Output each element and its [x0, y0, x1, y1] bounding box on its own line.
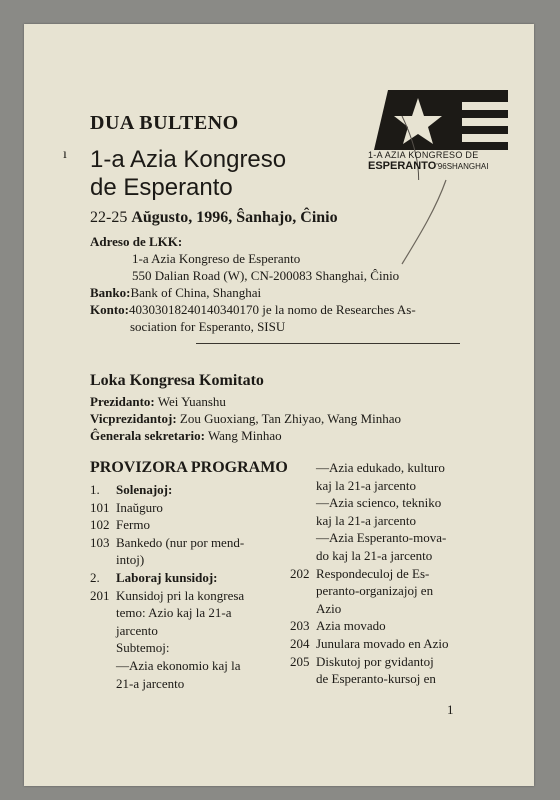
- logo-caption-line1: 1-A AZIA KONGRESO DE: [368, 150, 479, 160]
- congress-title-line2: de Esperanto: [90, 174, 233, 201]
- program-item-number: 2.: [90, 569, 100, 585]
- program-title: PROVIZORA PROGRAMO: [90, 459, 288, 476]
- program-item-text: de Esperanto-kursoj en: [316, 671, 436, 687]
- program-item-text: Junulara movado en Azio: [316, 635, 449, 651]
- program-item: [290, 547, 474, 565]
- program-item: [90, 499, 286, 517]
- program-item-text: Azio: [316, 600, 342, 616]
- program-item: [290, 635, 474, 653]
- program-item-number: [290, 600, 316, 618]
- vice-president-label: Vicprezidantoj:: [90, 411, 177, 426]
- account-value: 40303018240140340170 je la nomo de Researches As-: [129, 302, 416, 317]
- program-item: [290, 600, 474, 618]
- program-item: [290, 670, 474, 688]
- logo-caption-esperanto: ESPERANTO: [368, 160, 437, 172]
- program-item: [290, 529, 474, 547]
- program-item: [290, 477, 474, 495]
- margin-mark: ı: [63, 147, 67, 162]
- program-item: [290, 459, 474, 477]
- program-item-text: Bankedo (nur por mend-: [116, 534, 245, 550]
- program-item-number: 101: [90, 499, 110, 515]
- program-item-text: kaj la 21-a jarcento: [316, 477, 416, 493]
- program-item-text: Subtemoj:: [116, 640, 170, 656]
- congress-title-line1: 1-a Azia Kongreso: [90, 146, 287, 173]
- program-item-text: 21-a jarcento: [116, 675, 185, 691]
- address-label-text: Adreso de LKK:: [90, 234, 183, 249]
- program-item: [90, 481, 286, 499]
- logo-caption-line2: [368, 160, 488, 172]
- program-item: [290, 653, 474, 671]
- account-label: Konto:: [90, 302, 129, 317]
- program-item: [290, 617, 474, 635]
- program-item: [90, 657, 286, 675]
- program-item-number: [290, 494, 316, 512]
- program-item-text: Azia movado: [316, 618, 386, 634]
- program-item-number: [90, 604, 116, 622]
- program-item-text: —Azia scienco, tekniko: [316, 495, 442, 511]
- program-item: [290, 582, 474, 600]
- program-item-text: peranto-organizajoj en: [316, 583, 434, 599]
- program-item: [90, 569, 286, 587]
- president-label: Prezidanto:: [90, 394, 155, 409]
- program-item-number: 203: [290, 618, 310, 634]
- program-item-text: Solenajoj:: [116, 482, 173, 497]
- program-left-column: [90, 481, 286, 692]
- program-item-text: Kunsidoj pri la kongresa: [116, 587, 245, 603]
- program-item: [90, 622, 286, 640]
- program-item-text: Respondeculoj de Es-: [316, 565, 430, 581]
- program-item-text: —Azia Esperanto-mova-: [316, 530, 447, 546]
- program-item-text: —Azia edukado, kulturo: [316, 460, 445, 475]
- program-item-text: temo: Azio kaj la 21-a: [116, 605, 232, 621]
- program-item-number: 201: [90, 587, 110, 603]
- vice-president-line: [90, 410, 401, 427]
- program-item-number: 102: [90, 517, 110, 533]
- program-right-column: [290, 459, 474, 688]
- program-item-text: Fermo: [116, 517, 150, 533]
- program-item-number: 202: [290, 565, 310, 581]
- section-divider: [196, 343, 460, 344]
- program-item-number: [90, 657, 116, 675]
- program-item-number: [90, 551, 116, 569]
- program-item-number: [90, 675, 116, 693]
- account-line2: sociation for Esperanto, SISU: [130, 319, 286, 334]
- bank-line: [90, 284, 261, 301]
- president-name: Wei Yuanshu: [157, 394, 226, 409]
- address-line1: 1-a Azia Kongreso de Esperanto: [132, 251, 301, 266]
- secretary-label: Ĝenerala sekretario:: [90, 428, 205, 443]
- congress-dates: [90, 209, 338, 227]
- program-item-number: [90, 622, 116, 640]
- program-item-text: Laboraj kunsidoj:: [116, 569, 218, 585]
- vice-president-names: Zou Guoxiang, Tan Zhiyao, Wang Minhao: [179, 411, 401, 426]
- program-item-number: [290, 512, 316, 530]
- pencil-mark: [396, 178, 456, 268]
- program-item-number: 1.: [90, 482, 100, 497]
- account-line: [90, 301, 416, 318]
- program-item-number: 205: [290, 653, 310, 669]
- program-item-text: jarcento: [116, 622, 158, 638]
- program-item-number: [290, 529, 316, 547]
- program-item-number: [290, 459, 316, 477]
- program-item: [90, 675, 286, 693]
- bank-label: Banko:: [90, 285, 131, 300]
- program-item: [90, 534, 286, 552]
- bank-value: Bank of China, Shanghai: [130, 285, 262, 300]
- program-item: [290, 512, 474, 530]
- address-label: [90, 233, 182, 250]
- program-item: [290, 494, 474, 512]
- program-item-number: 204: [290, 635, 310, 651]
- program-item: [90, 587, 286, 605]
- program-item-number: [290, 477, 316, 495]
- program-item-text: intoj): [116, 552, 145, 568]
- committee-title: Loka Kongresa Komitato: [90, 372, 264, 389]
- dates-range: 22-25: [90, 209, 128, 226]
- program-item-text: kaj la 21-a jarcento: [316, 512, 416, 528]
- program-item-text: Inaŭguro: [116, 499, 163, 515]
- secretary-line: [90, 427, 282, 444]
- program-item-number: [290, 547, 316, 565]
- program-item-number: 103: [90, 534, 110, 550]
- dates-month: Aŭgusto: [131, 209, 189, 226]
- program-item-text: Diskutoj por gvidantoj: [316, 653, 434, 669]
- logo-caption-suffix: '96SHANGHAI: [436, 162, 489, 171]
- secretary-name: Wang Minhao: [207, 428, 282, 443]
- program-item-number: [290, 670, 316, 688]
- dates-year-place: , 1996, Ŝanhajo, Ĉinio: [188, 209, 338, 226]
- program-item-number: [290, 582, 316, 600]
- program-item: [90, 604, 286, 622]
- address-line2: 550 Dalian Road (W), CN-200083 Shanghai, Ĉinio: [132, 268, 400, 283]
- program-item-number: [90, 639, 116, 657]
- program-item-text: do kaj la 21-a jarcento: [316, 547, 433, 563]
- program-item: [290, 565, 474, 583]
- program-item: [90, 639, 286, 657]
- bulletin-title: DUA BULTENO: [90, 112, 239, 134]
- program-item-text: —Azia ekonomio kaj la: [116, 657, 241, 673]
- program-item: [90, 516, 286, 534]
- page-number: 1: [447, 702, 454, 717]
- program-item: [90, 551, 286, 569]
- president-line: [90, 393, 226, 410]
